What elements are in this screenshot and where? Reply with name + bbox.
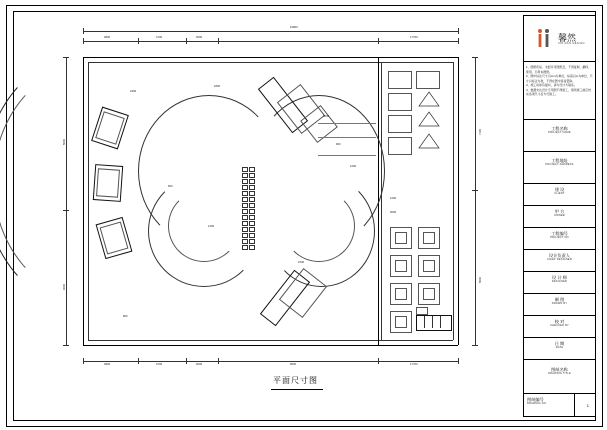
field-drawing-title-sub: DRAWING TITLE [548,372,571,376]
dim-bottom-1: 4800 [104,363,111,366]
notes-row [524,62,595,120]
note-1: 1、图纸所标、未经许可图纸及，不得复制、翻印、使用、引用本图纸。 [526,65,592,74]
dim-top-2: 4700 [156,36,163,39]
drawing-title: 平面尺寸图 [273,376,318,385]
field-owner-label: 甲 方 [554,209,565,214]
field-project-name-label: 工程名称 [551,126,568,131]
logo-row [524,16,595,62]
dim-top-1: 4800 [104,36,111,39]
brand-name: 馨然 [558,33,577,43]
dim-inner-6: 600 [168,185,173,188]
field-designer[interactable] [524,272,595,294]
field-project-address-label: 工程地址 [551,158,568,163]
field-project-no-label: 工程编号 [551,231,568,236]
dim-inner-10: 1200 [390,197,397,200]
field-drawn-by-label: 制 图 [554,297,565,302]
dim-line-top [83,41,458,42]
dim-inner-9: 3000 [390,211,397,214]
field-designer-sub: DESIGNER [551,280,568,284]
field-chief-designer[interactable] [524,250,595,272]
field-project-name[interactable] [524,120,595,152]
field-drawing-no-value: 1 [586,403,589,408]
plan-drawing-area [18,15,518,415]
dim-bottom-5: 17700 [410,363,418,366]
brand-subtitle: XIN RAN DESIGN [558,42,585,45]
field-date-sub: DATE [555,346,564,350]
field-client-sub: CLIENT [554,192,565,196]
dim-top-3: 3000 [196,36,203,39]
note-2: 2、图中标注尺寸以mm为单位，标高以m为单位，尺寸以标注为准，不得在图中直接量取。 [526,74,593,83]
note-3: 3、施工时如有疑问，请与设计方联系。 [526,83,577,87]
field-chief-designer-label: 设计负责人 [549,253,570,258]
field-date[interactable] [524,338,595,360]
dim-bottom-2: 4700 [156,363,163,366]
field-date-label: 日 期 [554,341,565,346]
triangle-marker-3 [418,133,440,149]
brand-logo-icon [536,28,554,48]
inner-arc-small-right [283,190,355,262]
field-checked-by-sub: CHECKED BY [550,324,569,328]
booth-left-2-inner [96,168,120,197]
dim-line-bottom [83,361,458,362]
service-box-5 [388,137,412,155]
field-drawing-no-label: 图纸编号 [527,397,544,402]
field-drawing-title-label: 图纸名称 [551,367,568,372]
field-drawn-by[interactable] [524,294,595,316]
triangle-marker-2 [418,111,440,127]
field-checked-by[interactable] [524,316,595,338]
field-owner-sub: OWNER [554,214,565,218]
field-drawing-title[interactable] [524,360,595,394]
dim-inner-4: 900 [336,143,341,146]
field-drawing-no-sub: DRAWING NO. [527,402,547,406]
field-project-name-sub: PROJECT NAME [548,131,571,135]
dim-inner-8: 1500 [298,261,305,264]
dim-inner-5: 1200 [350,165,357,168]
dim-bottom-3: 3000 [196,363,203,366]
service-box-3 [388,93,412,111]
field-designer-label: 设 计 师 [552,275,567,280]
field-owner[interactable] [524,206,595,228]
dim-top-5: 17700 [410,36,418,39]
reception-desk [416,315,452,331]
note-4: 4、数据未达设计专用图不得施工，现场施工前应核实各项尺寸后方可施工。 [526,87,592,96]
field-chief-designer-sub: CHIEF DESIGNER [547,258,572,262]
dim-inner-7: 2100 [208,225,215,228]
dim-right-1: 7100 [479,128,482,135]
field-client-label: 建 设 [554,187,565,192]
field-project-address[interactable] [524,152,595,184]
dim-top-4: 16800 [290,26,298,29]
field-drawing-no[interactable] [524,394,595,416]
dim-line-right [475,57,476,345]
field-checked-by-label: 校 对 [554,319,565,324]
dim-bottom-4: 9500 [290,363,297,366]
dim-inner-11: 800 [123,315,128,318]
service-box-2 [416,71,440,89]
dim-inner-3: 3600 [323,115,330,118]
field-project-no-sub: PROJECT NO [550,236,569,240]
title-block [523,15,596,417]
dim-inner-1: 2400 [130,90,137,93]
dim-left-2: 3000 [63,283,66,290]
field-project-no[interactable] [524,228,595,250]
dim-inner-2: 1800 [214,85,221,88]
inner-arc-small-left [168,190,240,262]
service-box-1 [388,71,412,89]
field-project-address-sub: PROJECT ADDRESS [545,163,574,167]
field-drawn-by-sub: DRAWN BY [551,302,568,306]
dim-right-2: 5600 [479,276,482,283]
service-box-4 [388,115,412,133]
field-client[interactable] [524,184,595,206]
dim-line-left [66,57,67,345]
triangle-marker-1 [418,91,440,107]
dim-left-1: 5600 [63,138,66,145]
reception-stool [416,307,428,315]
